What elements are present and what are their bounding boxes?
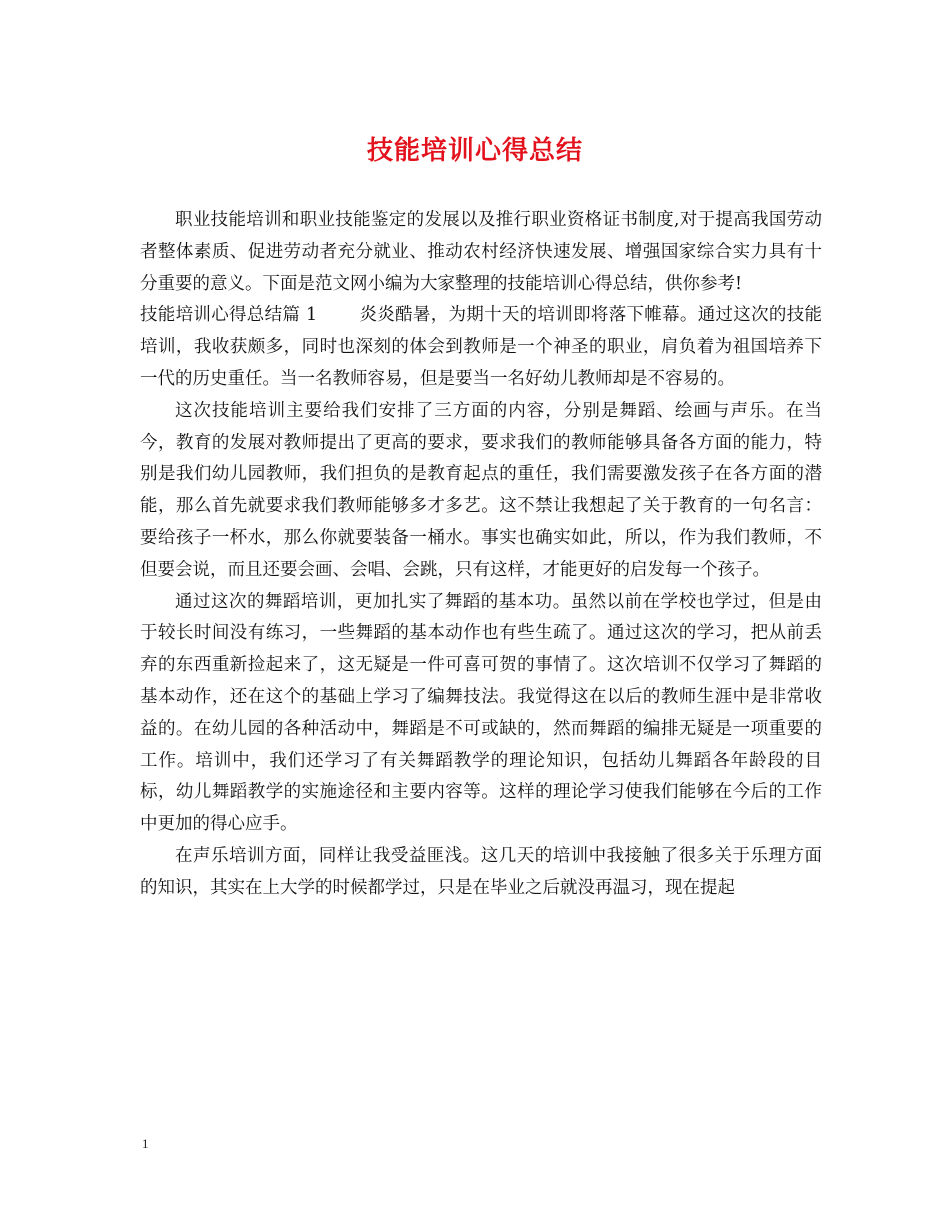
intro-paragraph: 职业技能培训和职业技能鉴定的发展以及推行职业资格证书制度,对于提高我国劳动者整体素质、促进劳动者充分就业、推动农村经济快速发展、增强国家综合实力具有十分重要的意义。下面是范文网小编为大家整理的技能培训心得总结，供你参考! [140, 210, 822, 294]
section-label: 技能培训心得总结篇 1 [140, 305, 318, 326]
paragraph-3: 通过这次的舞蹈培训，更加扎实了舞蹈的基本功。虽然以前在学校也学过，但是由于较长时间没有练习，一些舞蹈的基本动作也有些生疏了。通过这次的学习，把从前丢弃的东西重新捡起来了，这无疑是一件可喜可贺的事情了。这次培训不仅学习了舞蹈的基本动作，还在这个的基础上学习了编舞技法。我觉得这在以后的教师生涯中是非常收益的。在幼儿园的各种活动中，舞蹈是不可或缺的，然而舞蹈的编排无疑是一项重要的工作。培训中，我们还学习了有关舞蹈教学的理论知识，包括幼儿舞蹈各年龄段的目标，幼儿舞蹈教学的实施途径和主要内容等。这样的理论学习使我们能够在今后的工作中更加的得心应手。 [140, 591, 822, 835]
paragraph-1-text: 炎炎酷暑，为期十天的培训即将落下帷幕。通过这次的技能培训，我收获颇多，同时也深刻的体会到教师是一个神圣的职业，肩负着为祖国培养下一代的历史重任。当一名教师容易，但是要当一名好幼儿教师却是不容易的。 [140, 305, 822, 389]
page-number: 1 [142, 1136, 149, 1151]
paragraph-4: 在声乐培训方面，同样让我受益匪浅。这几天的培训中我接触了很多关于乐理方面的知识，其实在上大学的时候都学过，只是在毕业之后就没再温习，现在提起 [140, 845, 822, 898]
document-body [140, 205, 822, 905]
paragraph-2: 这次技能培训主要给我们安排了三方面的内容，分别是舞蹈、绘画与声乐。在当今，教育的发展对教师提出了更高的要求，要求我们的教师能够具备各方面的能力，特别是我们幼儿园教师，我们担负的是教育起点的重任，我们需要激发孩子在各方面的潜能，那么首先就要求我们教师能够多才多艺。这不禁让我想起了关于教育的一句名言：要给孩子一杯水，那么你就要装备一桶水。事实也确实如此，所以，作为我们教师，不但要会说，而且还要会画、会唱、会跳，只有这样，才能更好的启发每一个孩子。 [140, 400, 822, 580]
document-title: 技能培训心得总结 [366, 136, 583, 166]
section-paragraph-1 [140, 300, 822, 395]
